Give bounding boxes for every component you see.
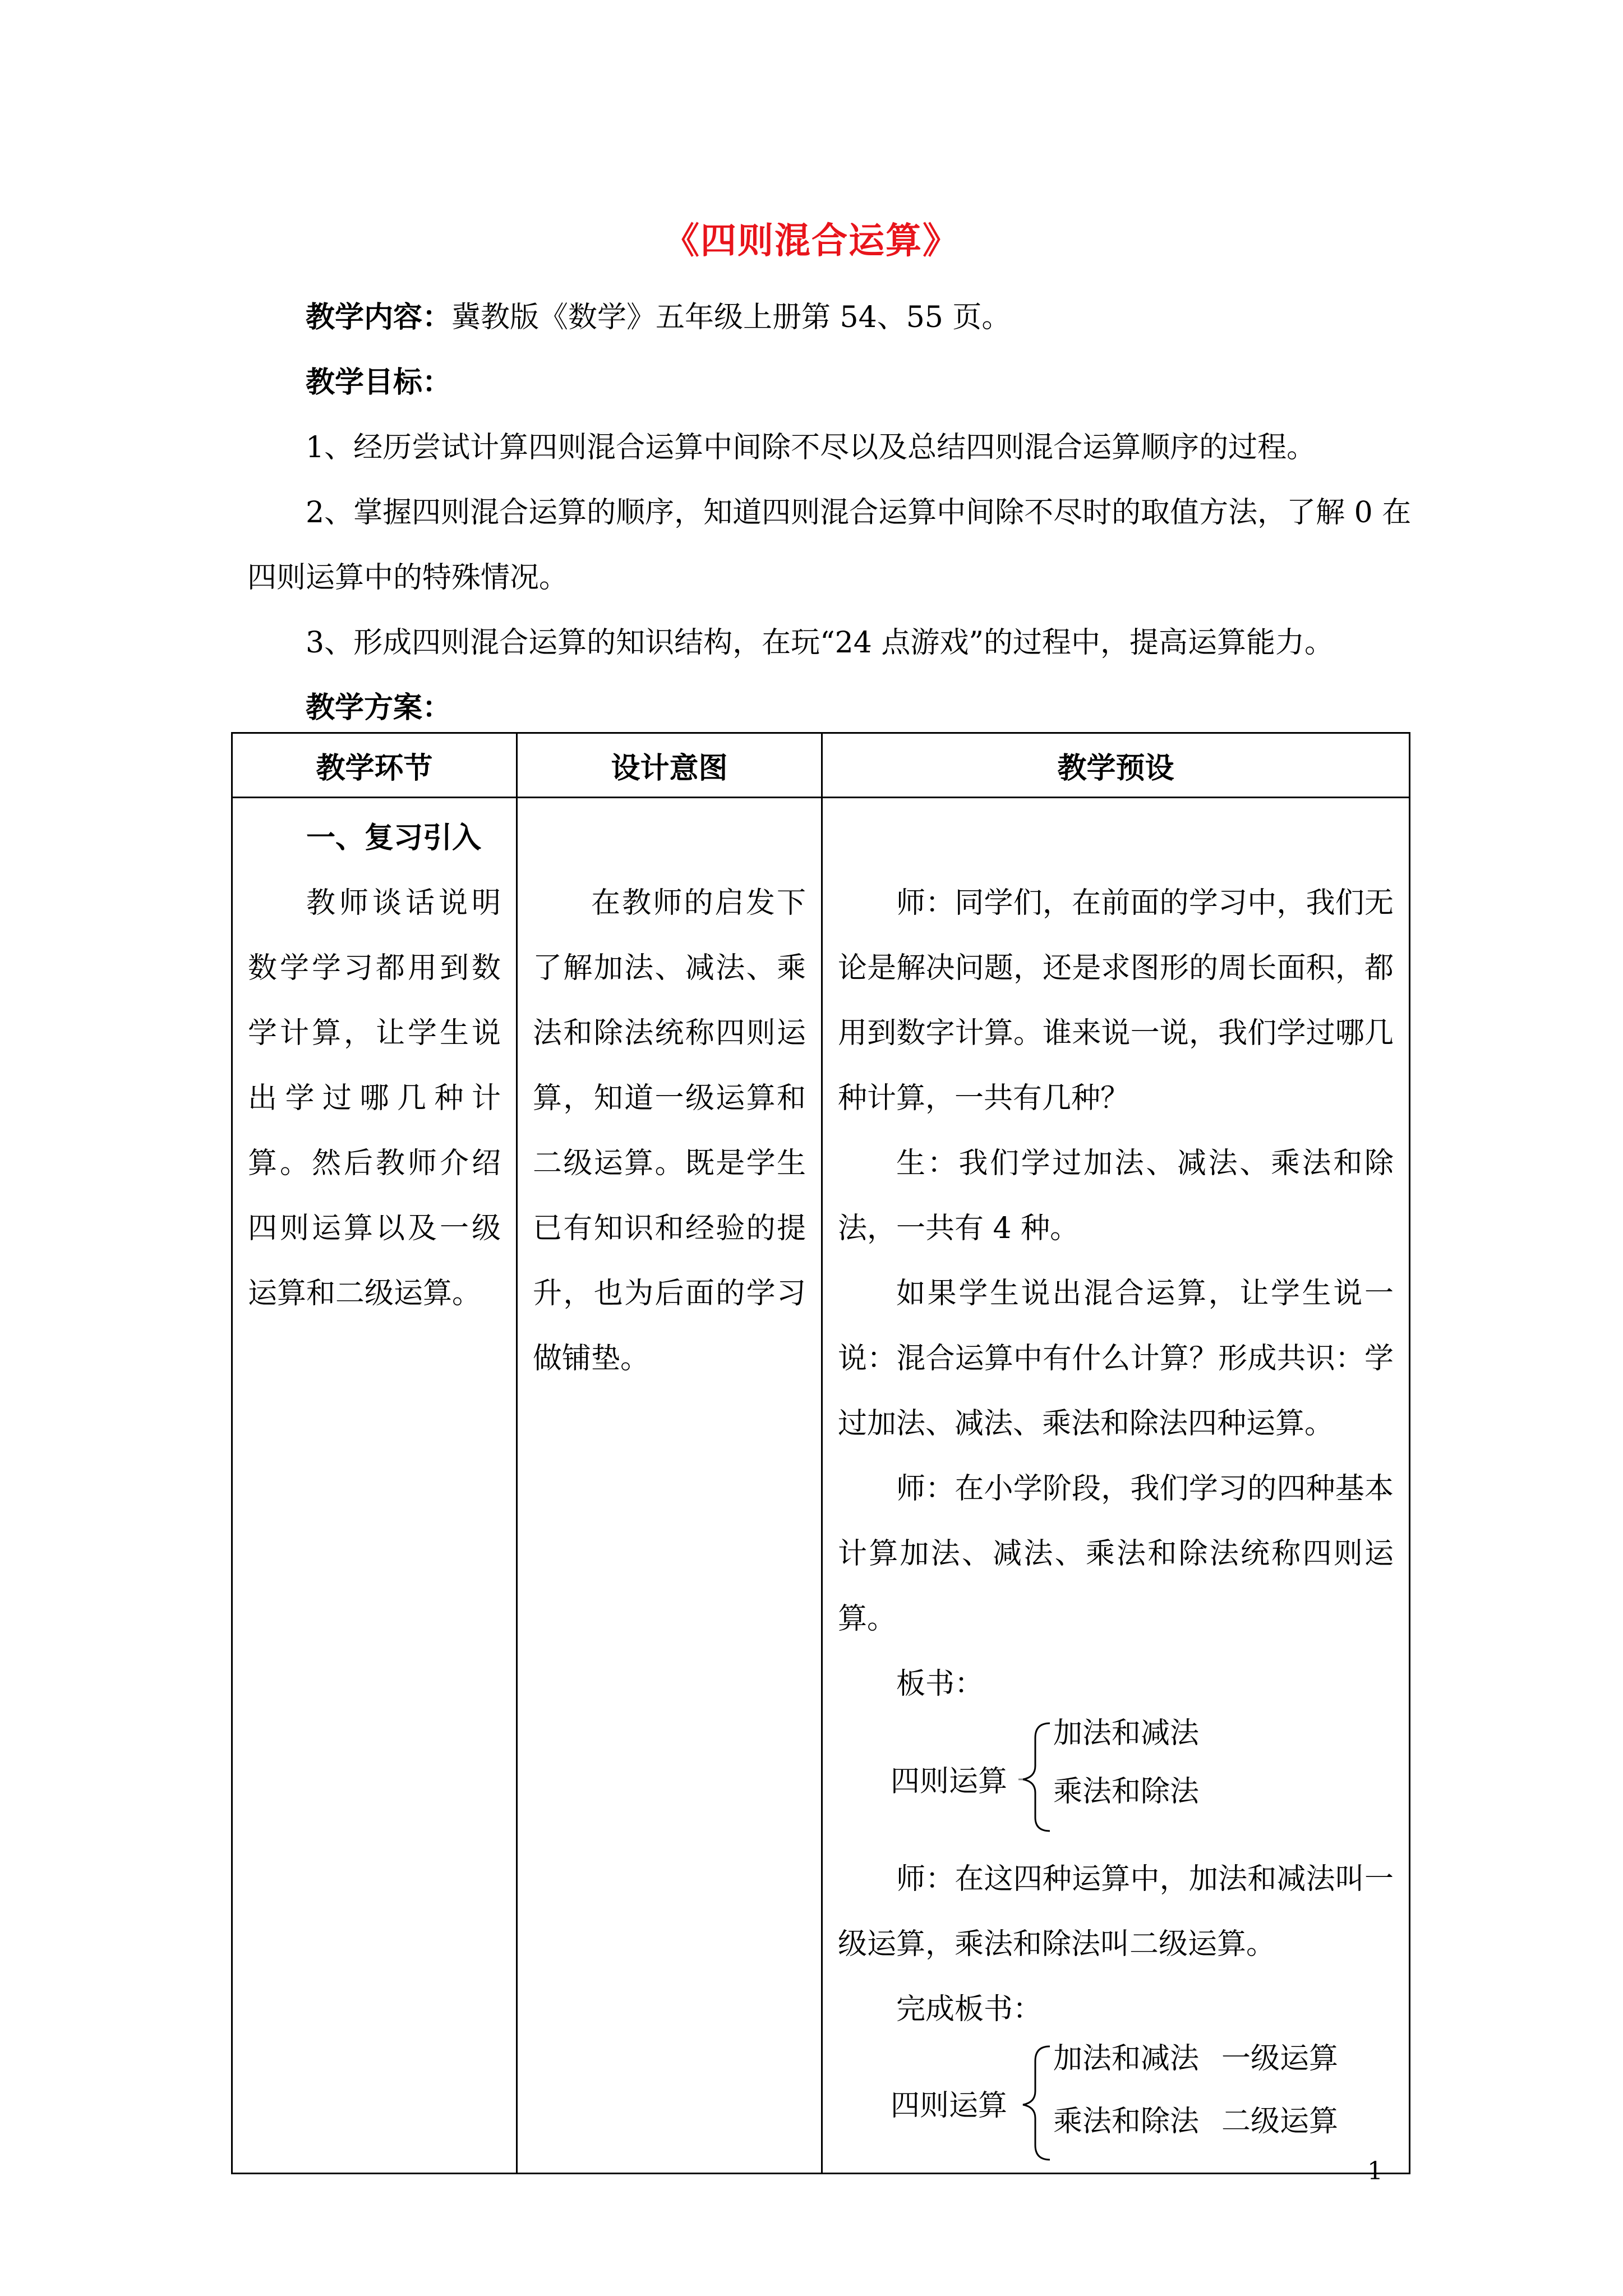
table-header-row [232, 733, 1410, 798]
objective-item [247, 496, 1412, 530]
brace-icon [1016, 2044, 1055, 2162]
header-design-intent: 设计意图 [517, 733, 822, 798]
teaching-plan-label: 教学方案： [306, 691, 452, 725]
preset-paragraph: 生：我们学过加法、减法、乘法和除法，一共有 4 种。 [838, 1147, 1394, 1245]
objective-text: 2、掌握四则混合运算的顺序，知道四则混合运算中间除不尽时的取值方法，了解 0 在 [306, 496, 1412, 530]
diagram-branch: 乘法和除法 [1053, 2105, 1200, 2138]
preset-paragraph: 板书： [896, 1667, 984, 1701]
objective-item [247, 431, 1408, 464]
brace-icon [1016, 1721, 1055, 1833]
objective-text: 1、经历尝试计算四则混合运算中间除不尽以及总结四则混合运算顺序的过程。 [306, 431, 1316, 464]
intent-cell [517, 798, 822, 2174]
teaching-plan-table [231, 732, 1410, 2174]
teaching-plan-heading [247, 691, 1408, 725]
teaching-content-text: 冀教版《数学》五年级上册第 54、55 页。 [451, 301, 1011, 334]
teaching-objectives-label: 教学目标： [306, 365, 452, 399]
board-diagram-basic [838, 1717, 1394, 1847]
stage-cell [232, 798, 517, 2174]
preset-paragraph: 师：在这四种运算中，加法和减法叫一级运算，乘法和除法叫二级运算。 [838, 1862, 1394, 1961]
teaching-content [247, 301, 1408, 334]
diagram-level: 二级运算 [1221, 2105, 1339, 2138]
objective-item [247, 626, 1408, 660]
header-teaching-stage: 教学环节 [232, 733, 517, 798]
diagram-branch: 乘法和除法 [1053, 1775, 1200, 1809]
page-title: 《四则混合运算》 [663, 220, 960, 262]
page-number: 1 [1367, 2157, 1383, 2185]
diagram-level: 一级运算 [1221, 2042, 1339, 2076]
diagram-root: 四则运算 [891, 1765, 1008, 1798]
header-teaching-preset: 教学预设 [822, 733, 1410, 798]
objective-text: 四则运算中的特殊情况。 [247, 561, 569, 595]
intent-text: 在教师的启发下了解加法、减法、乘法和除法统称四则运算，知道一级运算和二级运算。既是学生已有知识和经验的提升，也为后面的学习做铺垫。 [533, 886, 806, 1375]
objective-item-continuation [247, 561, 568, 595]
diagram-root: 四则运算 [891, 2089, 1008, 2123]
table-row [232, 798, 1410, 2174]
preset-paragraph: 完成板书： [896, 1993, 1043, 2026]
preset-paragraph: 师：同学们，在前面的学习中，我们无论是解决问题，还是求图形的周长面积，都用到数字计算。谁来说一说，我们学过哪几种计算，一共有几种？ [838, 886, 1394, 1115]
preset-paragraph: 师：在小学阶段，我们学习的四种基本计算加法、减法、乘法和除法统称四则运算。 [838, 1472, 1394, 1636]
preset-cell [822, 798, 1410, 2174]
preset-paragraph: 如果学生说出混合运算，让学生说一说：混合运算中有什么计算？形成共识：学过加法、减法、乘法和除法四种运算。 [838, 1277, 1394, 1441]
stage-heading: 一、复习引入 [306, 821, 482, 855]
diagram-branch: 加法和减法 [1053, 1717, 1200, 1750]
teaching-objectives-heading [247, 366, 1408, 399]
stage-text: 教师谈话说明数学学习都用到数学计算，让学生说出学过哪几种计算。然后教师介绍四则运算以及一级运算和二级运算。 [248, 886, 501, 1310]
diagram-branch: 加法和减法 [1053, 2042, 1200, 2076]
board-diagram-complete [838, 2042, 1394, 2172]
teaching-content-label: 教学内容： [306, 300, 452, 334]
objective-text: 3、形成四则混合运算的知识结构，在玩“24 点游戏”的过程中，提高运算能力。 [306, 626, 1334, 660]
